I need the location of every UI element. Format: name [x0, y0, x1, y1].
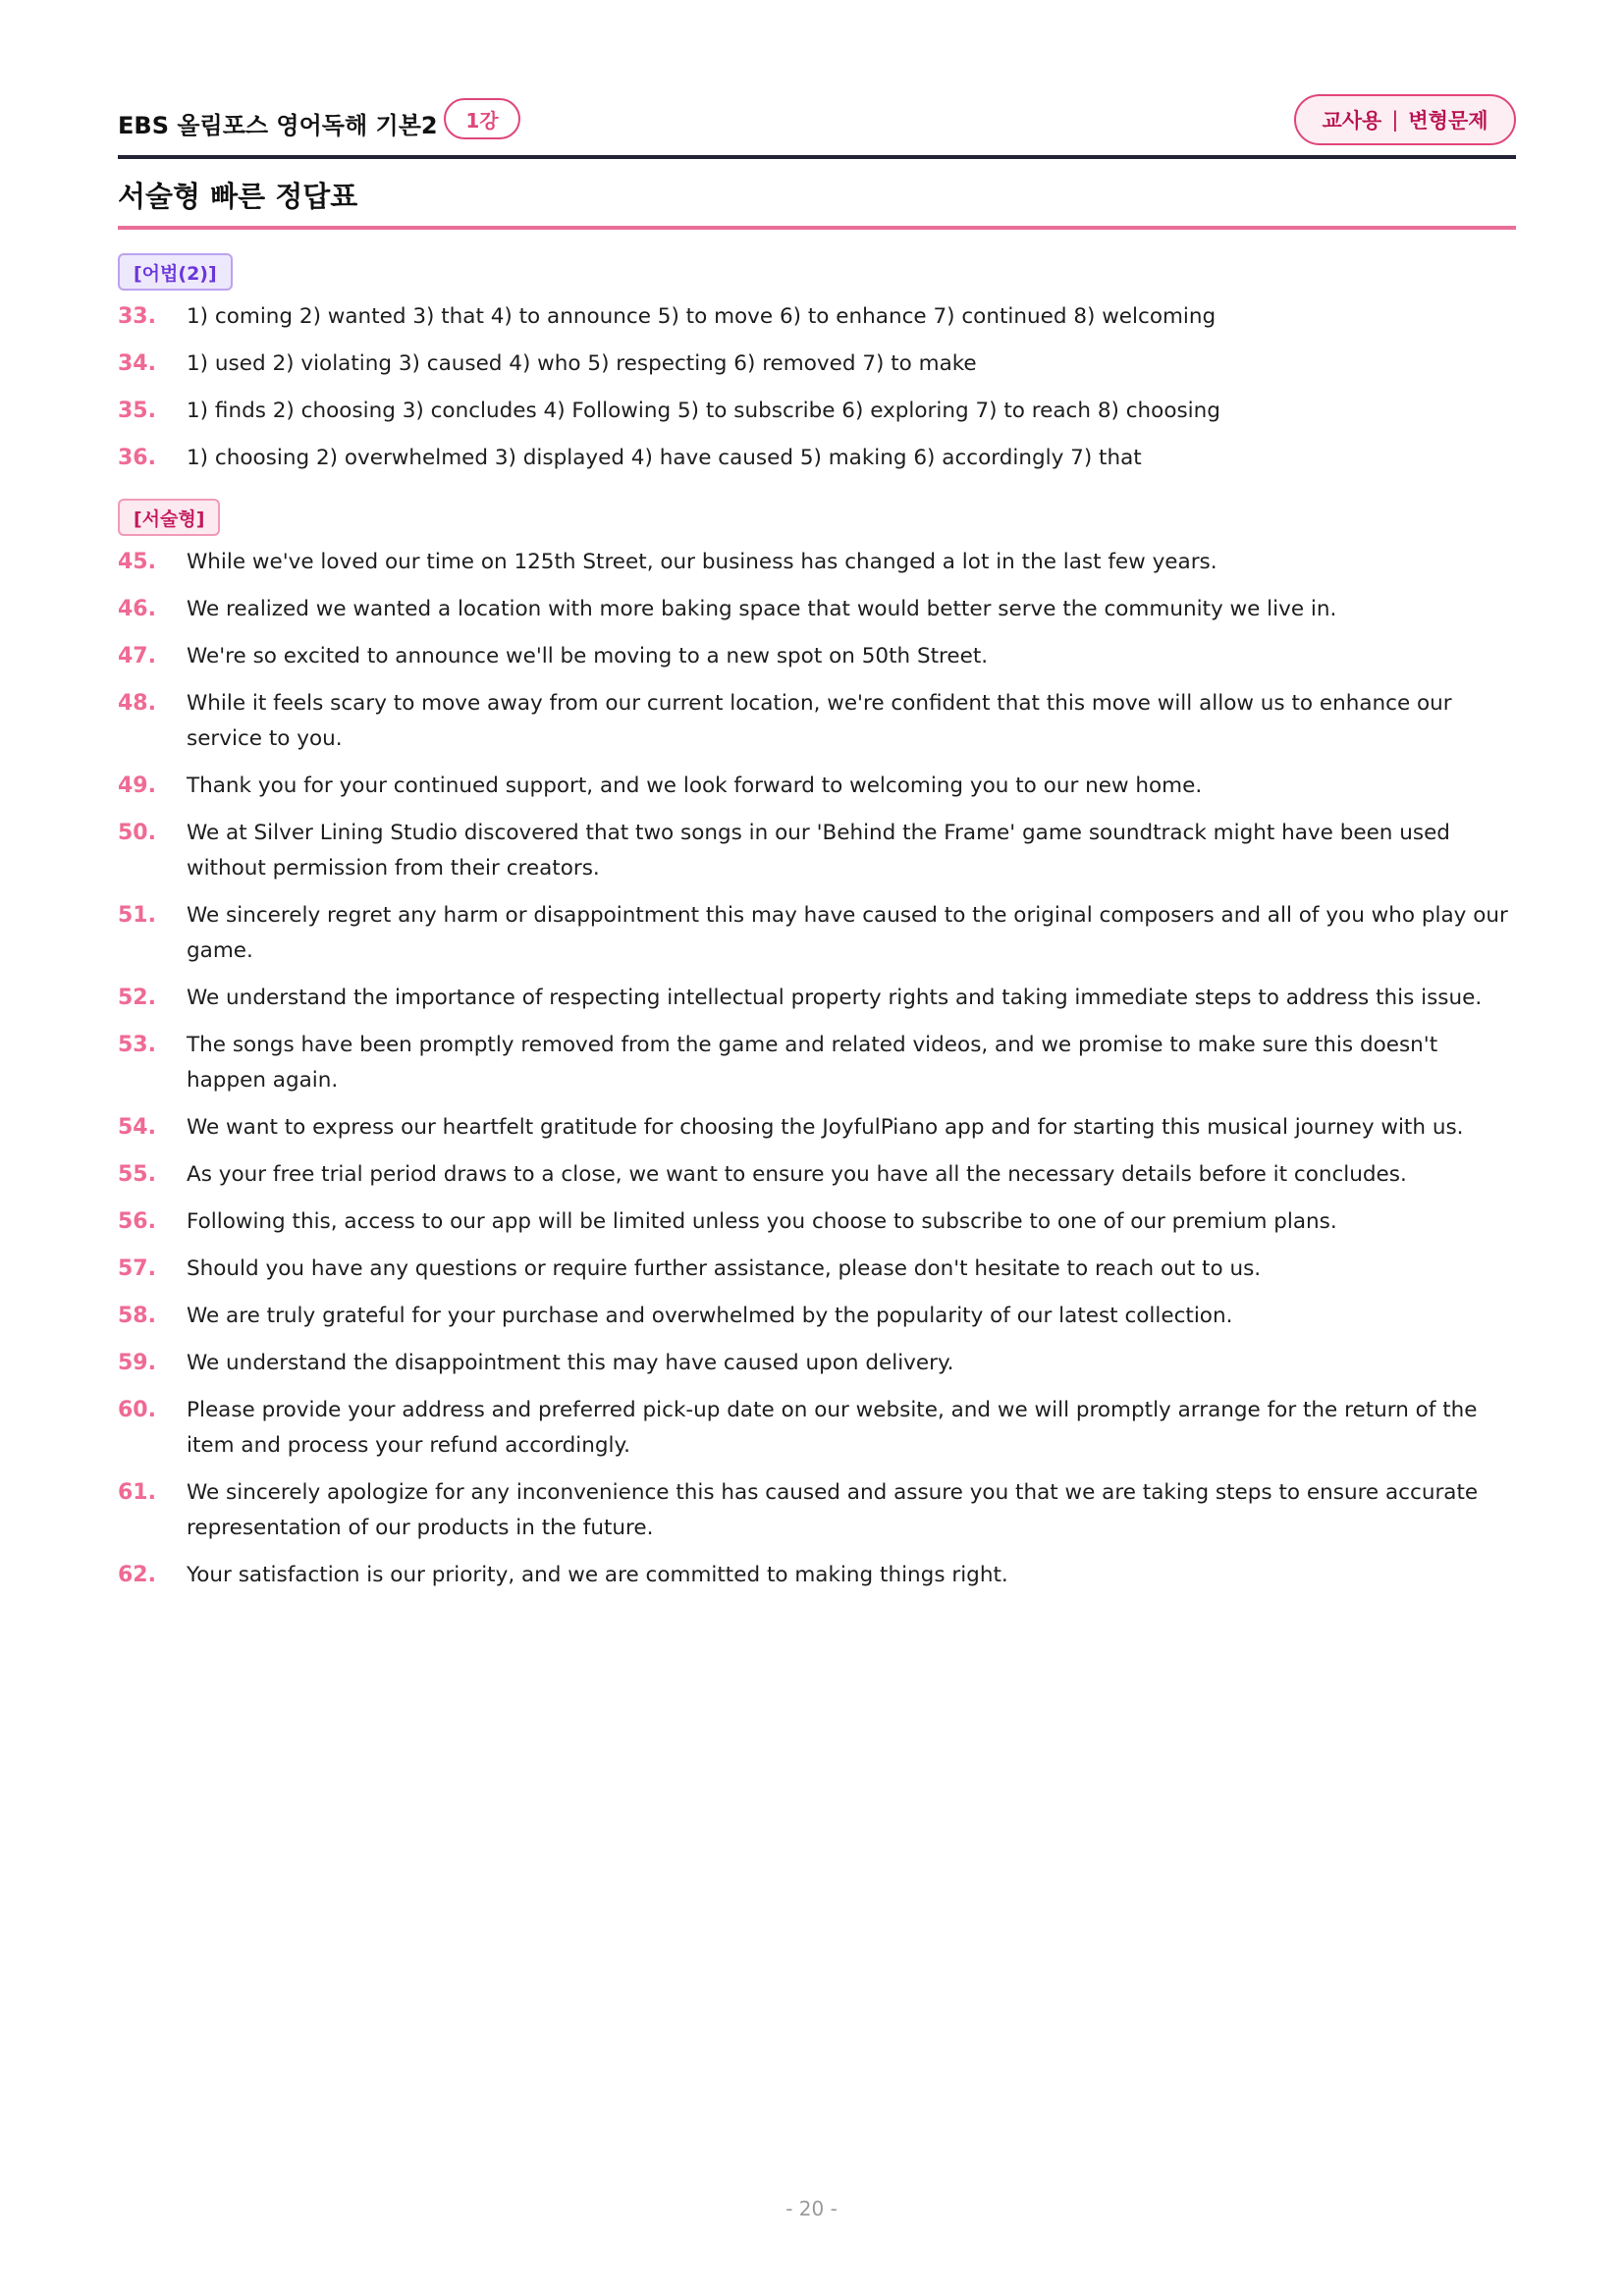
answer-text: We understand the importance of respecting intellectual property rights and taking immediate steps to address this issue.	[187, 986, 1483, 1010]
answer-row	[118, 639, 1516, 674]
answer-row	[118, 816, 1516, 886]
answer-row	[118, 769, 1516, 804]
lesson-badge: 1강	[444, 98, 520, 139]
role-label: 교사용	[1322, 109, 1382, 133]
answer-text: We sincerely apologize for any inconvenience this has caused and assure you that we are taking steps to ensure accurate representation of our products in the future.	[187, 1480, 1479, 1540]
answer-text: 1) used 2) violating 3) caused 4) who 5) respecting 6) removed 7) to make	[187, 351, 977, 376]
answer-row	[118, 1028, 1516, 1098]
answer-text: The songs have been promptly removed from the game and related videos, and we promise to make sure this doesn't happen again.	[187, 1033, 1438, 1093]
answer-row	[118, 545, 1516, 580]
question-number: 49.	[118, 774, 156, 798]
answer-text: Should you have any questions or require further assistance, please don't hesitate to reach out to us.	[187, 1256, 1262, 1281]
book-title: EBS 올림포스 영어독해 기본2	[118, 112, 438, 139]
answer-text: 1) finds 2) choosing 3) concludes 4) Following 5) to subscribe 6) exploring 7) to reach 8) choosing	[187, 399, 1220, 423]
question-number: 62.	[118, 1563, 156, 1587]
question-number: 46.	[118, 597, 156, 621]
section-title: 서술형 빠른 정답표	[118, 180, 358, 213]
answer-row	[118, 299, 1516, 335]
answer-text: We're so excited to announce we'll be moving to a new spot on 50th Street.	[187, 644, 989, 668]
type-label: 변형문제	[1408, 109, 1488, 133]
answer-text: We want to express our heartfelt gratitude for choosing the JoyfulPiano app and for starting this musical journey with us.	[187, 1115, 1464, 1140]
question-number: 53.	[118, 1033, 156, 1057]
grammar-answer-list	[118, 299, 1516, 488]
question-number: 58.	[118, 1304, 156, 1328]
answer-row	[118, 1299, 1516, 1334]
answer-row	[118, 1252, 1516, 1287]
question-number: 55.	[118, 1162, 156, 1187]
question-number: 50.	[118, 821, 156, 845]
question-number: 54.	[118, 1115, 156, 1140]
question-number: 60.	[118, 1398, 156, 1422]
answer-row	[118, 1346, 1516, 1381]
answer-text: We realized we wanted a location with more baking space that would better serve the community we live in.	[187, 597, 1337, 621]
page-header	[118, 92, 1516, 153]
grammar-tag: [어법(2)]	[118, 253, 233, 291]
question-number: 34.	[118, 351, 156, 376]
question-number: 48.	[118, 691, 156, 716]
answer-row	[118, 898, 1516, 969]
section-rule	[118, 226, 1516, 230]
header-rule	[118, 155, 1516, 159]
answer-row	[118, 1110, 1516, 1146]
edition-badge	[1294, 94, 1516, 145]
answer-row	[118, 686, 1516, 757]
question-number: 51.	[118, 903, 156, 928]
essay-answer-list	[118, 545, 1516, 1605]
question-number: 56.	[118, 1209, 156, 1234]
question-number: 47.	[118, 644, 156, 668]
answer-row	[118, 347, 1516, 382]
answer-row	[118, 394, 1516, 429]
page-number: - 20 -	[785, 2197, 838, 2220]
answer-row	[118, 1204, 1516, 1240]
answer-row	[118, 1157, 1516, 1193]
answer-row	[118, 981, 1516, 1016]
badge-divider: |	[1391, 108, 1399, 132]
question-number: 35.	[118, 399, 156, 423]
question-number: 33.	[118, 304, 156, 329]
answer-text: We sincerely regret any harm or disappointment this may have caused to the original composers and all of you who play our game.	[187, 903, 1508, 963]
question-number: 57.	[118, 1256, 156, 1281]
answer-row	[118, 1475, 1516, 1546]
essay-tag: [서술형]	[118, 499, 220, 536]
answer-text: As your free trial period draws to a close, we want to ensure you have all the necessary details before it concludes.	[187, 1162, 1407, 1187]
answer-text: 1) choosing 2) overwhelmed 3) displayed 4) have caused 5) making 6) accordingly 7) that	[187, 446, 1142, 470]
answer-row	[118, 1558, 1516, 1593]
answer-text: We at Silver Lining Studio discovered that two songs in our 'Behind the Frame' game soundtrack might have been used without permission from their creators.	[187, 821, 1450, 881]
answer-text: 1) coming 2) wanted 3) that 4) to announce 5) to move 6) to enhance 7) continued 8) welcoming	[187, 304, 1217, 329]
answer-text: While it feels scary to move away from our current location, we're confident that this move will allow us to enhance our service to you.	[187, 691, 1452, 751]
answer-text: While we've loved our time on 125th Street, our business has changed a lot in the last few years.	[187, 550, 1217, 574]
question-number: 61.	[118, 1480, 156, 1505]
answer-row	[118, 1393, 1516, 1464]
answer-text: We are truly grateful for your purchase and overwhelmed by the popularity of our latest collection.	[187, 1304, 1233, 1328]
question-number: 52.	[118, 986, 156, 1010]
answer-row	[118, 592, 1516, 627]
question-number: 45.	[118, 550, 156, 574]
question-number: 59.	[118, 1351, 156, 1375]
question-number: 36.	[118, 446, 156, 470]
answer-text: Thank you for your continued support, and we look forward to welcoming you to our new home.	[187, 774, 1203, 798]
answer-text: Your satisfaction is our priority, and we are committed to making things right.	[187, 1563, 1008, 1587]
answer-text: Following this, access to our app will be limited unless you choose to subscribe to one of our premium plans.	[187, 1209, 1337, 1234]
answer-row	[118, 441, 1516, 476]
answer-text: We understand the disappointment this may have caused upon delivery.	[187, 1351, 954, 1375]
answer-text: Please provide your address and preferred pick-up date on our website, and we will promptly arrange for the return of the item and process your refund accordingly.	[187, 1398, 1478, 1458]
